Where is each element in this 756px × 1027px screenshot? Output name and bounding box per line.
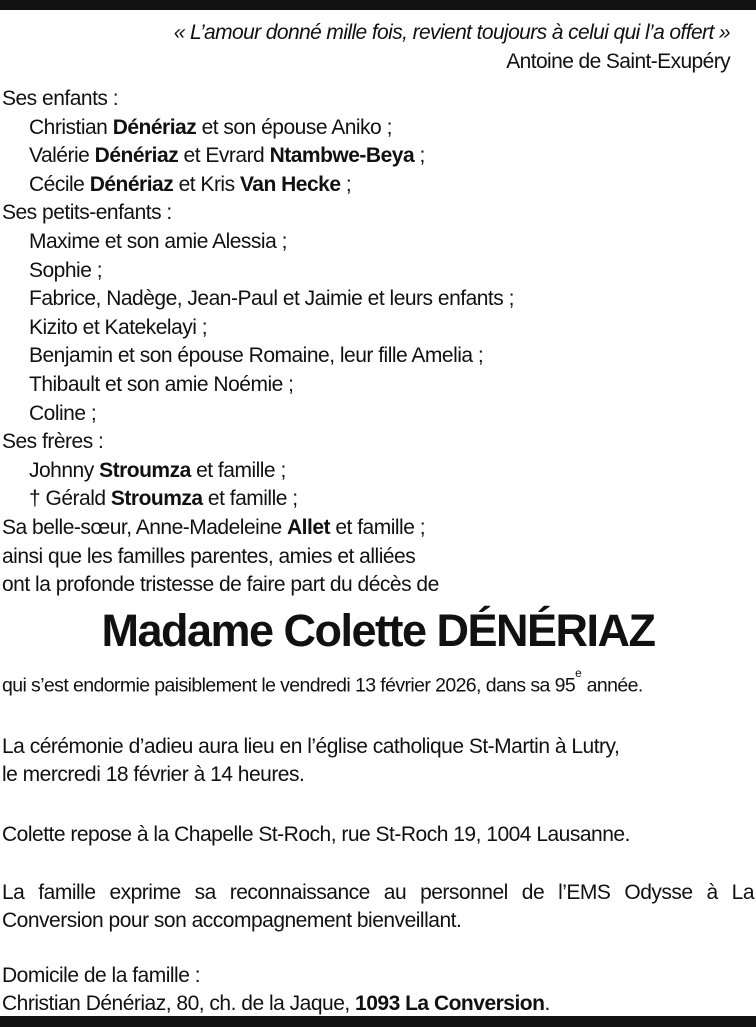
brothers-header: Ses frères :: [2, 430, 104, 454]
ceremony-line-1: La cérémonie d’adieu aura lieu en l’église catholique St-Martin à Lutry,: [2, 734, 620, 758]
family-member-brother-1: [2, 457, 754, 486]
member-text: et famille ;: [190, 458, 286, 482]
repose-paragraph: [2, 821, 754, 850]
member-surname: Allet: [287, 515, 331, 539]
family-member-grandchild-5: Benjamin et son épouse Romaine, leur fille Amelia ;: [29, 344, 484, 368]
member-text: et famille ;: [330, 515, 426, 539]
member-text: Christian: [29, 115, 113, 139]
ceremony-line-2: le mercredi 18 février à 14 heures.: [2, 763, 305, 787]
member-surname: Van Hecke: [239, 172, 341, 196]
member-surname: Stroumza: [110, 487, 203, 511]
address-locality: 1093 La Conversion: [355, 992, 545, 1016]
address-text: .: [544, 992, 550, 1016]
member-text: Sa belle-sœur, Anne-Madeleine: [2, 515, 287, 539]
families-line: ainsi que les familles parentes, amies et alliées: [2, 544, 416, 568]
member-surname: Dénériaz: [89, 172, 174, 196]
member-surname: Stroumza: [99, 458, 191, 482]
grandchildren-header: Ses petits-enfants :: [2, 201, 172, 225]
member-text: et famille ;: [202, 487, 298, 511]
home-header: Domicile de la famille :: [2, 963, 201, 987]
member-text: et son épouse Aniko ;: [196, 115, 392, 139]
family-list: [2, 85, 754, 600]
ordinal-superscript: e: [575, 665, 582, 680]
member-text: † Gérald: [29, 487, 111, 511]
member-surname: Dénériaz: [94, 144, 179, 168]
member-text: ;: [340, 172, 352, 196]
announcement-line: ont la profonde tristesse de faire part du décès de: [2, 573, 439, 597]
family-member-grandchild-1: Maxime et son amie Alessia ;: [29, 229, 287, 253]
bottom-border-bar: [0, 1016, 756, 1027]
family-home-paragraph: [2, 962, 754, 1019]
children-header: Ses enfants :: [2, 87, 119, 110]
quote-attribution: Antoine de Saint-Exupéry: [506, 50, 730, 73]
member-text: Cécile: [29, 172, 90, 196]
family-member-grandchild-7: Coline ;: [29, 401, 97, 425]
member-text: et Kris: [173, 172, 240, 196]
family-member-child-3: [2, 171, 754, 200]
family-member-grandchild-4: Kizito et Katekelayi ;: [29, 315, 208, 339]
death-statement: [2, 666, 754, 700]
quote-text: « L’amour donné mille fois, revient toujours à celui qui l’a offert »: [173, 21, 730, 44]
ceremony-paragraph: [2, 733, 754, 790]
thanks-paragraph: La famille exprime sa reconnaissance au personnel de l’EMS Odysse à La Conversion pour son accompagnement bienveillant.: [2, 880, 754, 933]
member-surname: Dénériaz: [112, 115, 197, 139]
member-text: et Evrard: [178, 144, 270, 168]
address-text: Christian Dénériaz, 80, ch. de la Jaque,: [2, 992, 356, 1016]
member-surname: Ntambwe-Beya: [269, 144, 415, 168]
death-statement-text: qui s’est endormie paisiblement le vendredi 13 février 2026, dans sa 95: [2, 674, 576, 697]
death-statement-text: année.: [581, 674, 643, 697]
repose-line: Colette repose à la Chapelle St-Roch, rue St-Roch 19, 1004 Lausanne.: [2, 822, 630, 846]
sister-in-law-line: [2, 514, 754, 543]
member-text: Valérie: [29, 144, 95, 168]
family-member-grandchild-3: Fabrice, Nadège, Jean-Paul et Jaimie et leurs enfants ;: [29, 287, 514, 311]
family-member-child-2: [2, 142, 754, 171]
family-member-brother-2: [2, 485, 754, 514]
deceased-name: Madame Colette DÉNÉRIAZ: [101, 604, 655, 656]
home-address: [2, 990, 754, 1019]
family-member-grandchild-2: Sophie ;: [29, 258, 103, 282]
family-member-grandchild-6: Thibault et son amie Noémie ;: [29, 372, 294, 396]
top-border-bar: [0, 0, 756, 10]
member-text: Johnny: [29, 458, 100, 482]
quote-block: [2, 10, 754, 76]
member-text: ;: [414, 144, 425, 168]
family-member-child-1: [2, 114, 754, 143]
